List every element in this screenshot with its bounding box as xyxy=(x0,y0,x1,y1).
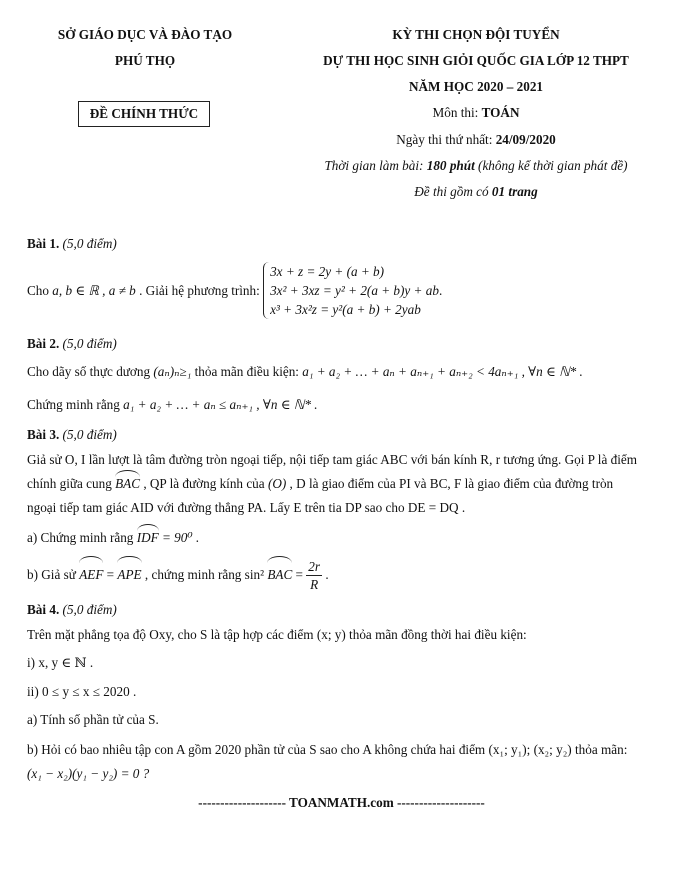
problem-2-text-3: Chứng minh rằng xyxy=(27,397,124,412)
part-b-equals-2: = xyxy=(292,567,307,582)
subject-value: TOÁN xyxy=(481,105,520,120)
problem-1-points: (5,0 điểm) xyxy=(59,236,117,251)
footer-source: -------------------- TOANMATH.com -------------------- xyxy=(198,795,485,810)
problem-3-title: Bài 3. xyxy=(27,427,60,442)
problem-3-body-1: Giả sử O, I lần lượt là tâm đường tròn ngoại tiếp, nội tiếp tam giác ABC với bán kính R, r tương ứng. Gọi P là điểm xyxy=(27,452,637,467)
equation-2: 3x² + 3xz = y² + 2(a + b)y + ab xyxy=(270,283,439,298)
pages-value: 01 trang xyxy=(491,184,538,199)
problem-4-title: Bài 4. xyxy=(27,602,60,617)
problem-4-question-b: b) Hỏi có bao nhiêu tập con A gồm 2020 phần tử của S sao cho A không chứa hai điểm (x₁; y₁); (x₂; y₂) thỏa mãn: xyxy=(27,742,628,757)
problem-4-intro: Trên mặt phẳng tọa độ Oxy, cho S là tập hợp các điểm (x; y) thỏa mãn đồng thời hai điều kiện: xyxy=(27,627,527,642)
exam-subtitle: DỰ THI HỌC SINH GIỎI QUỐC GIA LỚP 12 THPT xyxy=(323,53,629,68)
time-line xyxy=(290,158,662,174)
angle-ape: APE xyxy=(117,558,141,592)
arc-bac: BAC xyxy=(115,472,140,496)
fraction-2r-over-r xyxy=(306,558,322,593)
sequence-notation: (aₙ)ₙ≥₁ xyxy=(153,364,192,379)
angle-aef: AEF xyxy=(79,558,103,592)
problem-1-text: . Giải hệ phương trình: xyxy=(135,283,264,298)
time-value: 180 phút xyxy=(426,158,475,173)
problem-2-text-2: thỏa mãn điều kiện: xyxy=(191,364,303,379)
part-b-end: . xyxy=(322,567,329,582)
problem-1-body xyxy=(27,262,655,319)
part-b-equals: = xyxy=(103,567,118,582)
part-a-equation: = 90⁰ . xyxy=(158,530,200,545)
angle-idf: IDF xyxy=(137,526,159,550)
part-b-text: b) Giả sử xyxy=(27,567,80,582)
problem-3-body-3: ngoại tiếp tam giác AID với đường thẳng PA. Lấy E trên tia DP sao cho DE = DQ . xyxy=(27,500,466,515)
school-year: NĂM HỌC 2020 – 2021 xyxy=(408,79,544,94)
date-label: Ngày thi thứ nhất: xyxy=(396,132,496,147)
province-name: PHÚ THỌ xyxy=(114,53,176,68)
date-value: 24/09/2020 xyxy=(495,132,556,147)
part-b-text-2: , chứng minh rằng sin² xyxy=(141,567,268,582)
equation-system xyxy=(263,262,439,319)
fraction-numerator: 2r xyxy=(308,559,321,575)
problem-1-title: Bài 1. xyxy=(27,236,60,251)
sequence-claim: a₁ + a₂ + … + aₙ ≤ aₙ₊₁ , ∀n ∈ ℕ* . xyxy=(123,397,318,412)
problem-4-points: (5,0 điểm) xyxy=(59,602,117,617)
problem-1-heading xyxy=(27,232,655,256)
problem-3-heading xyxy=(27,423,655,447)
problem-4-condition-2: ii) 0 ≤ y ≤ x ≤ 2020 . xyxy=(27,684,137,699)
subject-label: Môn thi: xyxy=(432,105,482,120)
problem-2-line-2 xyxy=(27,393,655,417)
problem-4-question-b-condition: (x₁ − x₂)(y₁ − y₂) = 0 ? xyxy=(27,766,150,781)
department-name: SỞ GIÁO DỤC VÀ ĐÀO TẠO xyxy=(57,27,233,42)
problem-3-text-2b: , QP là đường kính của xyxy=(140,476,268,491)
date-line xyxy=(290,132,662,148)
fraction-denominator: R xyxy=(310,577,319,593)
circle-o: (O) xyxy=(267,476,287,491)
problem-1-end: . xyxy=(438,283,443,298)
problem-3-part-a xyxy=(27,526,655,550)
problem-2-title: Bài 2. xyxy=(27,336,60,351)
problem-3-text-2c: , D là giao điểm của PI và BC, F là giao điểm của đường tròn xyxy=(286,476,614,491)
part-a-text: a) Chứng minh rằng xyxy=(27,530,137,545)
equation-1: 3x + z = 2y + (a + b) xyxy=(270,264,385,279)
problem-2-line-1 xyxy=(27,360,655,384)
angle-bac: BAC xyxy=(267,558,292,592)
problem-4-condition-1: i) x, y ∈ ℕ . xyxy=(27,655,94,670)
problem-4-heading xyxy=(27,598,655,622)
problem-3-body-2 xyxy=(27,472,655,496)
problem-1-condition: a, b ∈ ℝ , a ≠ b xyxy=(52,283,136,298)
time-note: (không kể thời gian phát đề) xyxy=(474,158,628,173)
problem-1-intro: Cho xyxy=(27,283,53,298)
problem-4-question-a: a) Tính số phần tử của S. xyxy=(27,712,159,727)
problem-3-points: (5,0 điểm) xyxy=(59,427,117,442)
subject-line xyxy=(290,105,662,121)
problem-3-part-b xyxy=(27,558,655,593)
time-label: Thời gian làm bài: xyxy=(324,158,427,173)
problem-2-text-1: Cho dãy số thực dương xyxy=(27,364,154,379)
exam-title: KỲ THI CHỌN ĐỘI TUYỂN xyxy=(392,27,560,42)
pages-label: Đề thi gồm có xyxy=(414,184,492,199)
pages-line xyxy=(290,184,662,200)
official-exam-box: ĐỀ CHÍNH THỨC xyxy=(78,101,210,127)
sequence-condition: a₁ + a₂ + … + aₙ + aₙ₊₁ + aₙ₊₂ < 4aₙ₊₁ , ∀n ∈ ℕ* . xyxy=(302,364,583,379)
problem-3-text-2a: chính giữa cung xyxy=(27,476,116,491)
problem-2-points: (5,0 điểm) xyxy=(59,336,117,351)
equation-3: x³ + 3x²z = y²(a + b) + 2yab xyxy=(270,302,421,317)
problem-2-heading xyxy=(27,332,655,356)
